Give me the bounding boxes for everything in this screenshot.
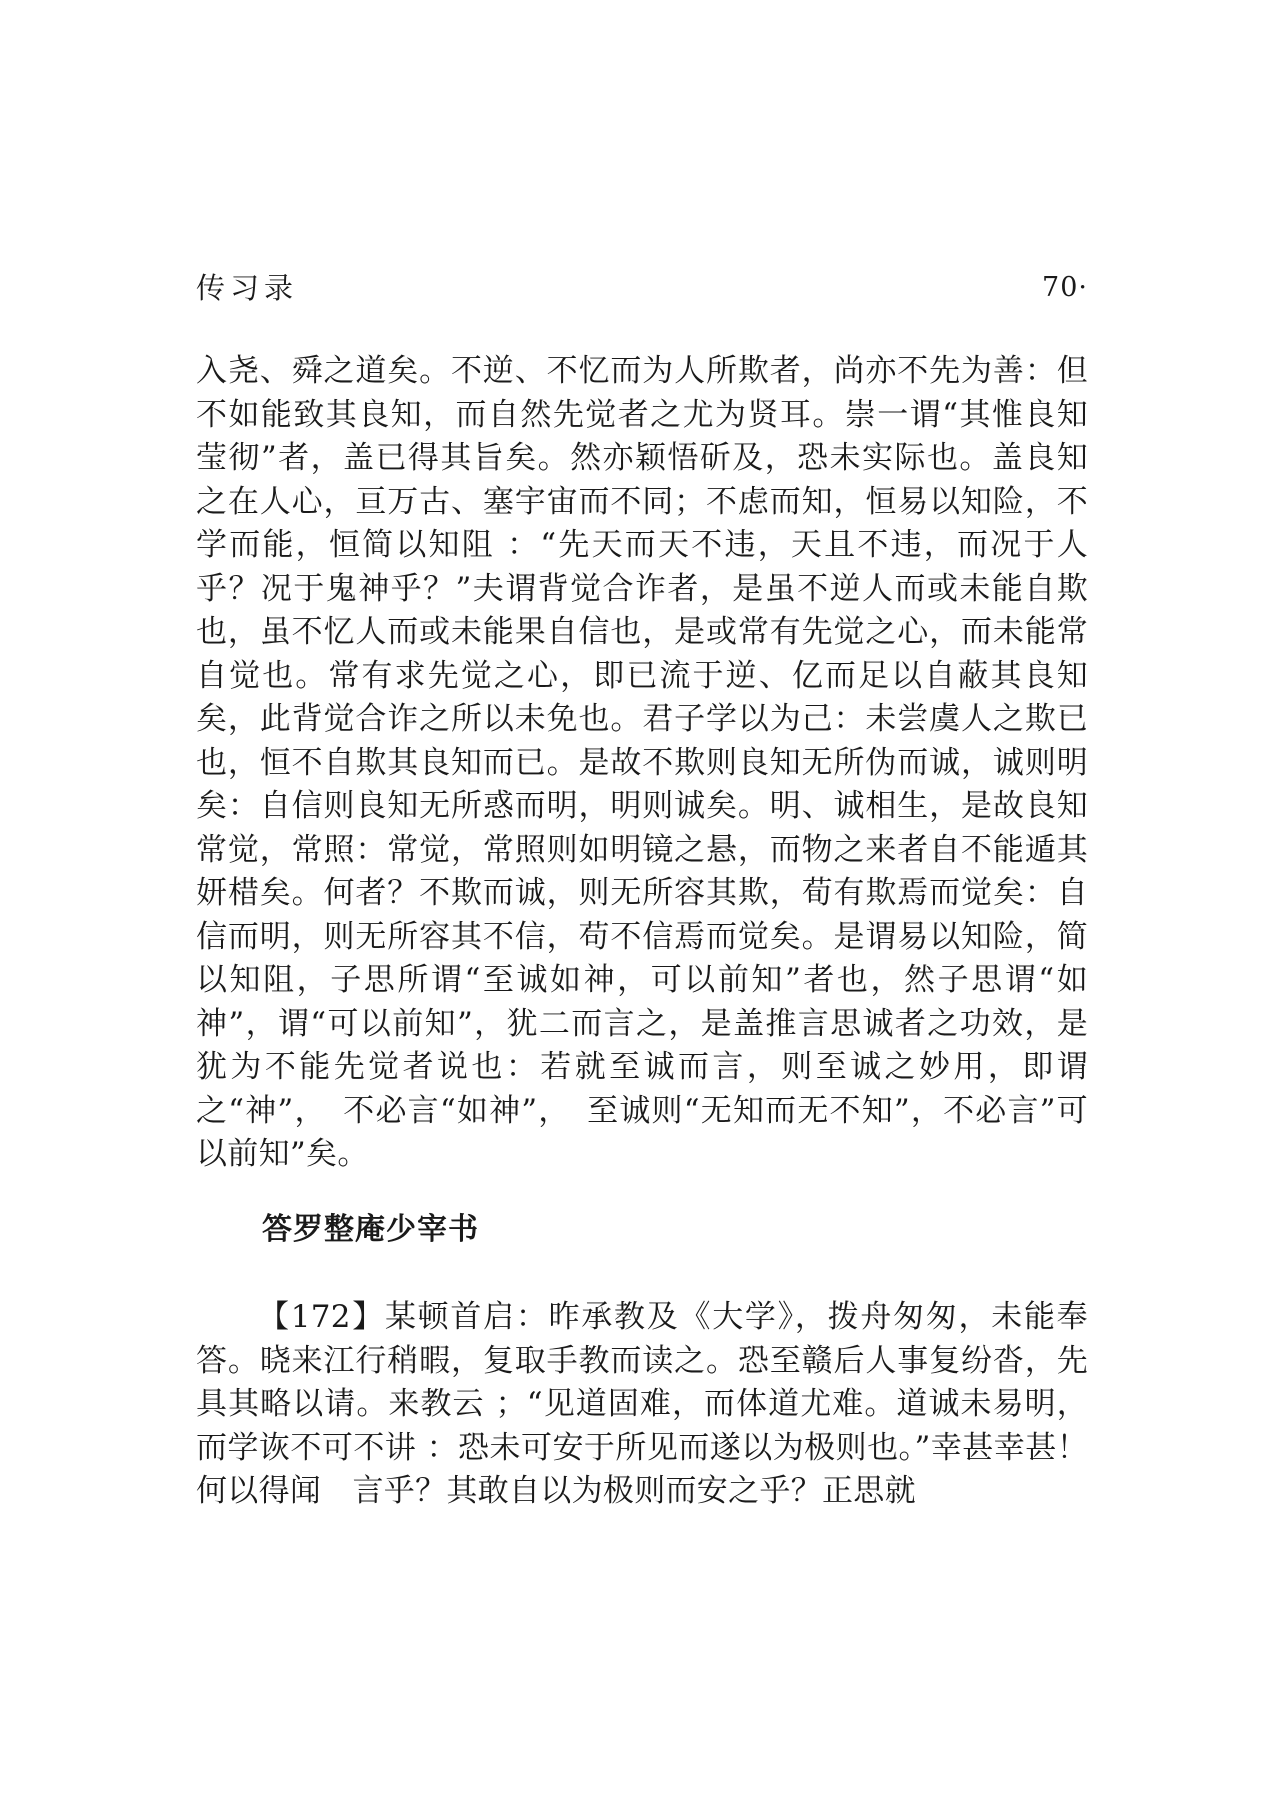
book-title: 传习录 [196,271,299,305]
section-text-block [196,1296,1088,1514]
body-paragraph: 入尧、舜之道矣。不逆、不忆而为人所欺者，尚亦不先为善：但不如能致其良知，而自然先觉者之尤为贤耳。崇一谓“其惟良知莹彻”者，盖已得其旨矣。然亦颖悟斫及，恐未实际也。盖良知之在人心，亘万古、塞宇宙而不同；不虑而知，恒易以知险，不学而能，恒简以知阻 ：“先天而天不违，天且不违，而况于人乎？况于鬼神乎？”夫谓背觉合诈者，是虽不逆人而或未能自欺也，虽不忆人而或未能果自信也，是或常有先觉之心，而未能常自觉也。常有求先觉之心，即已流于逆、亿而足以自蔽其良知矣，此背觉合诈之所以未免也。君子学以为己：未尝虞人之欺已也，恒不自欺其良知而已。是故不欺则良知无所伪而诚，诚则明矣：自信则良知无所惑而明，明则诚矣。明、诚相生，是故良知常觉，常照：常觉，常照则如明镜之悬，而物之来者自不能遁其妍棤矣。何者？不欺而诚，则无所容其欺，荀有欺焉而觉矣：自信而明，则无所容其不信，苟不信焉而觉矣。是谓易以知险，简以知阻，子思所谓“至诚如神，可以前知”者也，然子思谓“如神”，谓“可以前知”，犹二而言之，是盖推言思诚者之功效，是犹为不能先觉者说也：若就至诚而言，则至诚之妙用，即谓之“神”， 不必言“如神”， 至诚则“无知而无不知”，不必言”可以前知”矣。 [196,353,1088,1172]
section-paragraph: 【172】某顿首启：昨承教及《大学》，拨舟匆匆，未能奉答。晓来江行稍暇，复取手教而读之。恐至赣后人事复纷沓，先具其略以请。来教云 ；“见道固难，而体道尤难。道诚未易明，而学诙不可不讲 ：恐未可安于所见而遂以为极则也。”幸甚幸甚！何以得闻 言乎？其敢自以为极则而安之乎？正思就 [196,1299,1088,1509]
section-heading: 答罗整庵少宰书 [262,1212,479,1247]
page-number: 70· [1042,272,1088,303]
running-header [196,268,1088,308]
main-text-block [196,350,1088,1177]
